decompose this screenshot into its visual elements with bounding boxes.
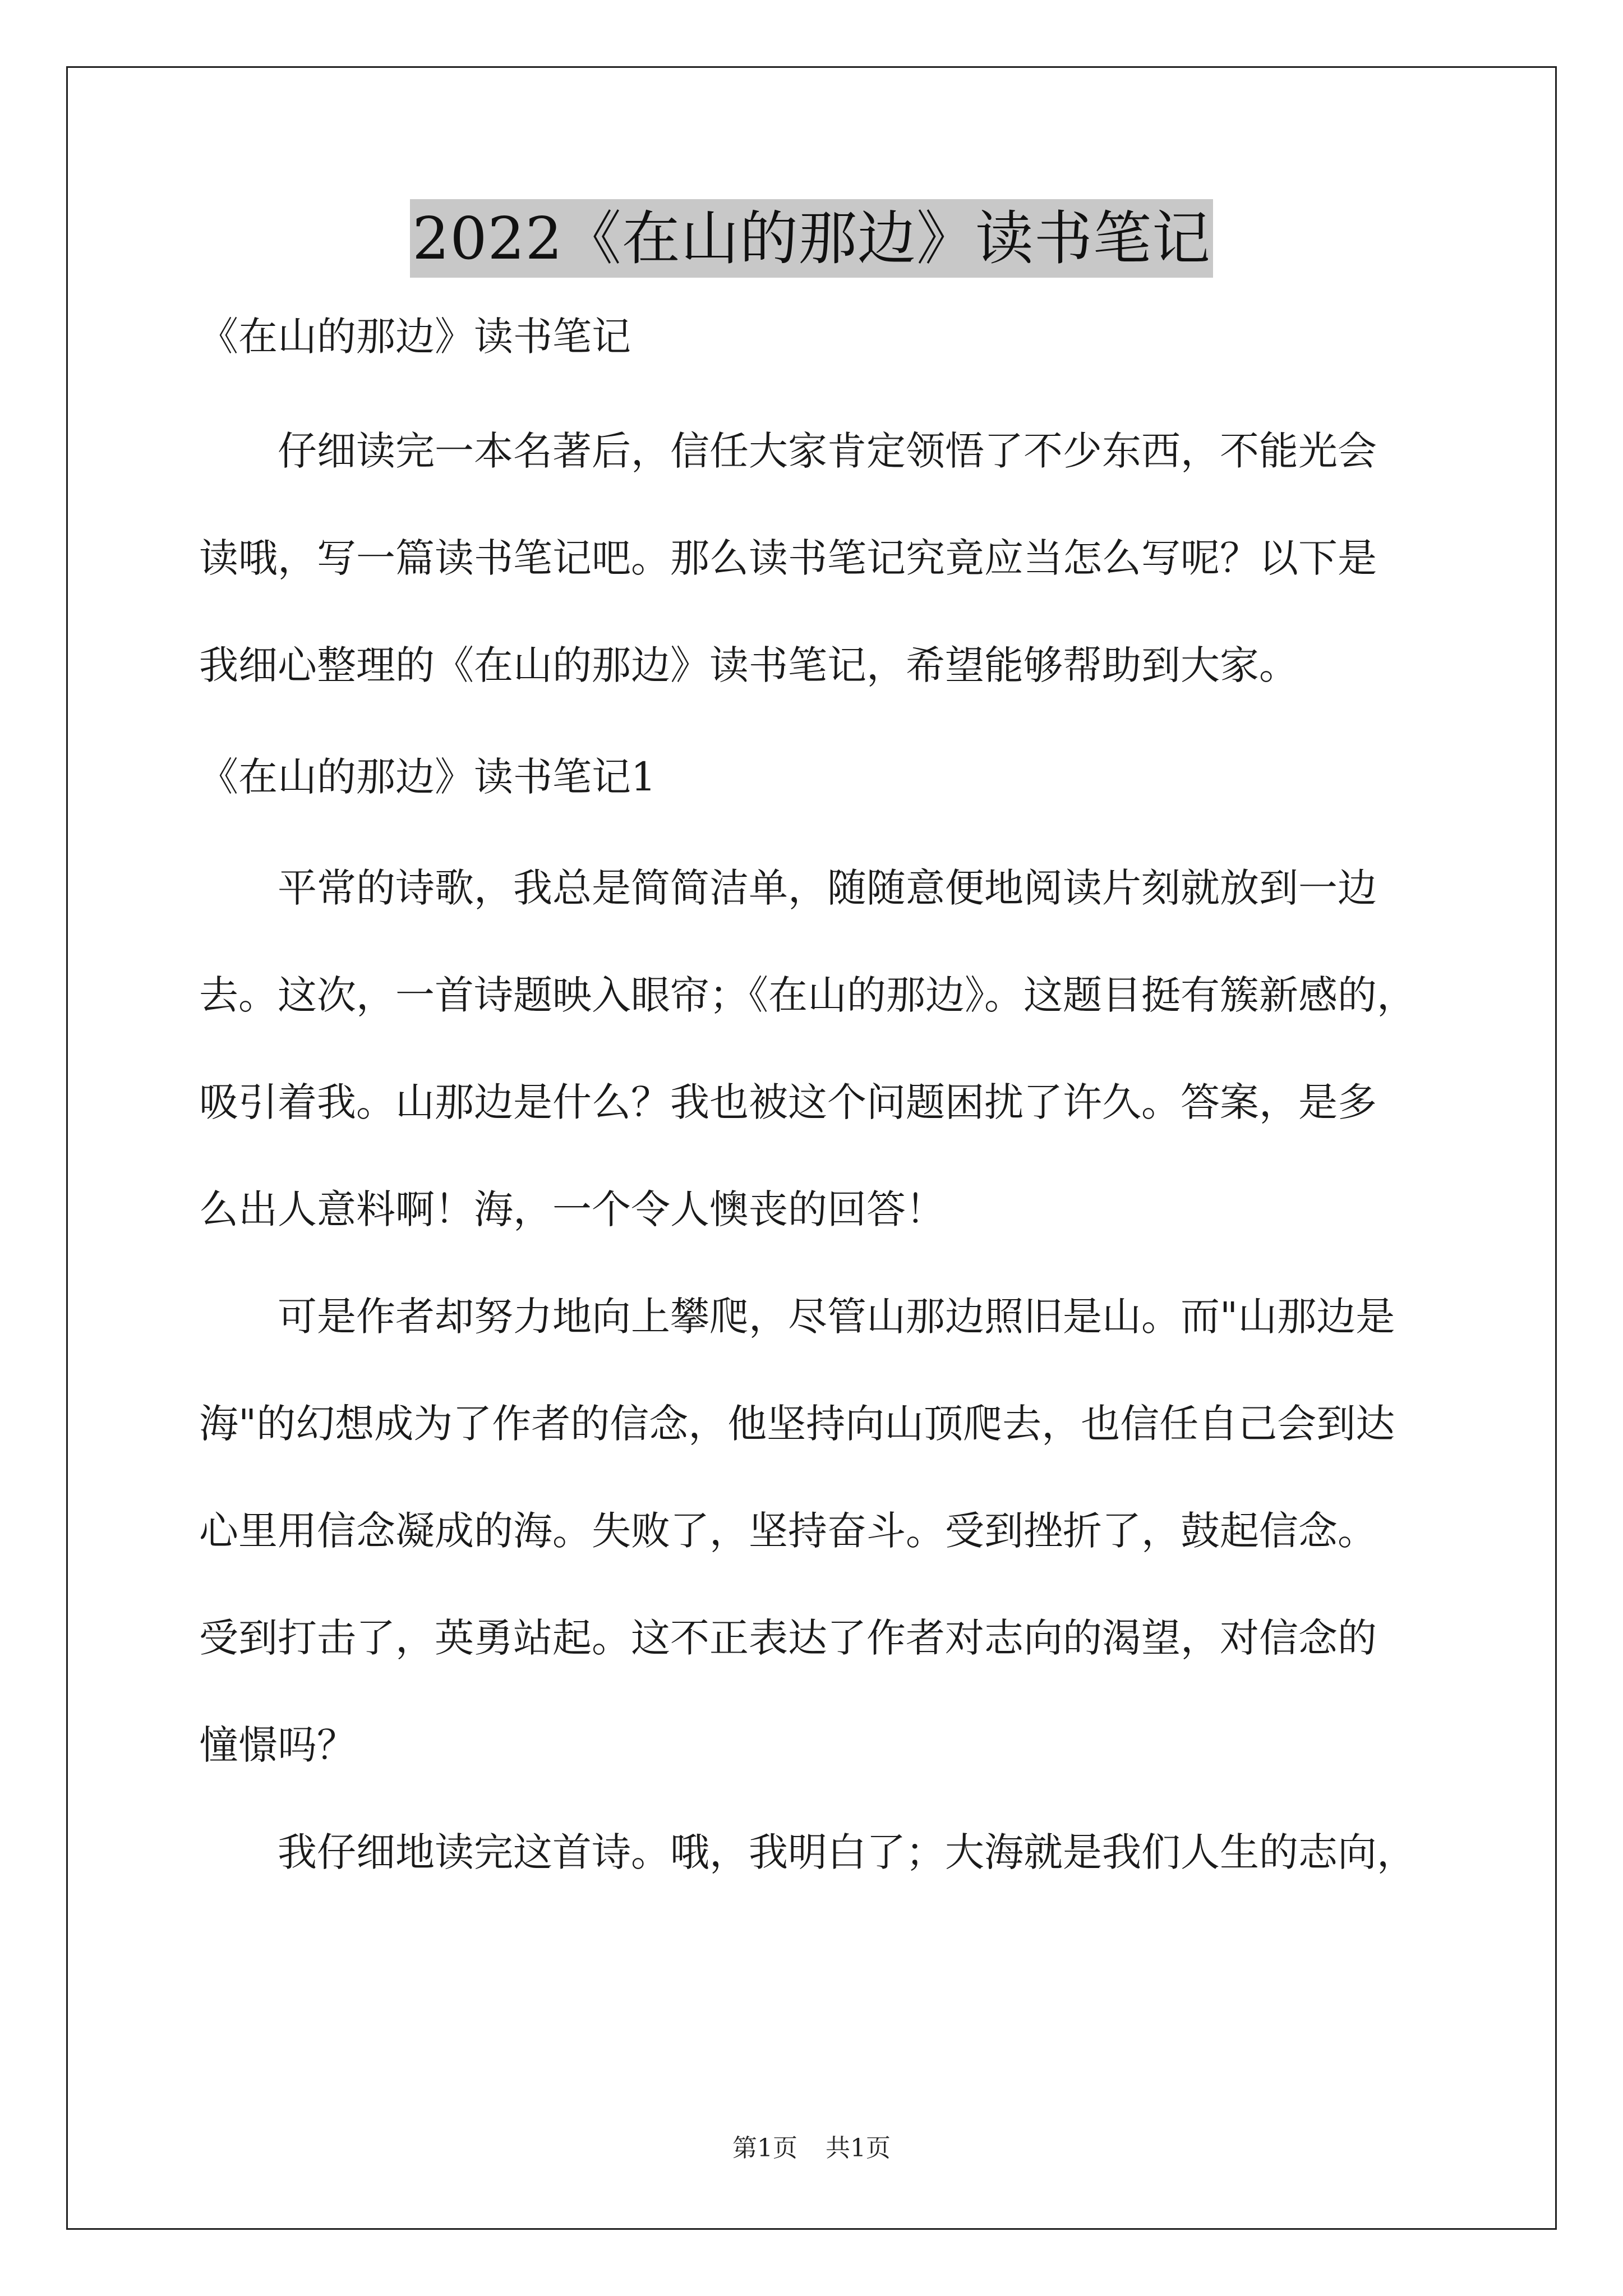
title-container bbox=[0, 199, 1623, 278]
text-line: 去。这次，一首诗题映入眼帘；《在山的那边》。这题目挺有簇新感的， bbox=[199, 972, 1416, 1018]
document-subtitle: 《在山的那边》读书笔记 bbox=[199, 314, 631, 360]
text-line: 憧憬吗？ bbox=[199, 1722, 356, 1768]
page-number: 第1页 bbox=[732, 2134, 797, 2162]
text-line: 海"的幻想成为了作者的信念，他坚持向山顶爬去，也信任自己会到达 bbox=[199, 1401, 1395, 1447]
page-total: 共1页 bbox=[826, 2134, 891, 2162]
text-line: 么出人意料啊！海，一个令人懊丧的回答！ bbox=[199, 1186, 945, 1232]
text-line: 心里用信念凝成的海。失败了，坚持奋斗。受到挫折了，鼓起信念。 bbox=[199, 1508, 1377, 1554]
intro-paragraph bbox=[199, 398, 1433, 719]
paragraph-2 bbox=[199, 1263, 1433, 1799]
section-heading: 《在山的那边》读书笔记1 bbox=[199, 754, 656, 800]
text-line: 平常的诗歌，我总是简简洁单，随随意便地阅读片刻就放到一边 bbox=[199, 865, 1377, 911]
paragraph-1 bbox=[199, 835, 1433, 1263]
text-line: 受到打击了，英勇站起。这不正表达了作者对志向的渴望，对信念的 bbox=[199, 1615, 1377, 1661]
text-line: 我细心整理的《在山的那边》读书笔记，希望能够帮助到大家。 bbox=[199, 642, 1298, 688]
text-line: 吸引着我。山那边是什么？我也被这个问题困扰了许久。答案，是多 bbox=[199, 1079, 1377, 1125]
text-line: 我仔细地读完这首诗。哦，我明白了；大海就是我们人生的志向， bbox=[199, 1829, 1416, 1875]
text-line: 可是作者却努力地向上攀爬，尽管山那边照旧是山。而"山那边是 bbox=[199, 1294, 1395, 1340]
page-footer bbox=[0, 2132, 1623, 2165]
document-body bbox=[199, 311, 1433, 1906]
paragraph-3 bbox=[199, 1799, 1433, 1906]
text-line: 仔细读完一本名著后，信任大家肯定领悟了不少东西，不能光会 bbox=[199, 428, 1377, 474]
document-title: 2022《在山的那边》读书笔记 bbox=[410, 199, 1213, 278]
text-line: 读哦，写一篇读书笔记吧。那么读书笔记究竟应当怎么写呢？以下是 bbox=[199, 535, 1377, 581]
